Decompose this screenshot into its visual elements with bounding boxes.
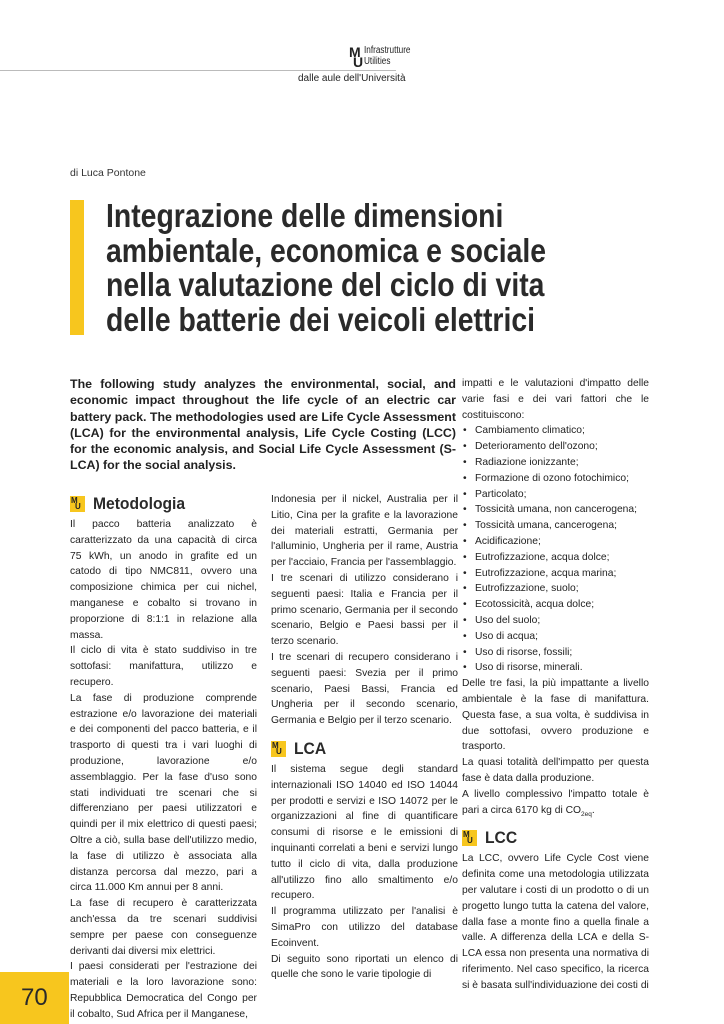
list-item: • Formazione di ozono fotochimico; (462, 471, 649, 487)
paragraph: Il pacco batteria analizzato è caratterizzato da una capacità di circa 75 kWh, un anodo in grafite ed un catodo di tipo NMC811, ovvero una composizione chimica per cui nichel, manganese e cobalto si trovano in proporzione di 8:1:1 in relazione alla massa. (70, 519, 257, 641)
header-subtitle: dalle aule dell'Università (298, 73, 406, 84)
column-3 (462, 376, 649, 993)
mu-section-icon: M U (271, 741, 286, 757)
paragraph: La fase di produzione comprende estrazione e/o lavorazione dei materiali e dei componenti del pacco batteria, e il trasporto di questi tra i vari luoghi di produzione, lavorazione e/o assemblaggio. Per la fase d'uso sono stati individuati tre scenari che si differenziano per paesi utilizzatori e quindi per il mix elettrico di questi paesi; Oltre a ciò, sulla base dell'utilizzo medio, la fase di utilizzo è associata alla distanza percorsa dal mezzo, pari a circa 11.000 Km annui per 8 anni. (70, 692, 257, 894)
title-accent-bar (70, 200, 84, 335)
list-item: • Uso di acqua; (462, 629, 649, 645)
paragraph-co2: A livello complessivo l'impatto totale è pari a circa 6170 kg di $CO_{2eq}$. (462, 788, 649, 818)
list-item: • Cambiamento climatico; (462, 423, 649, 439)
paragraph: I tre scenari di recupero considerano i seguenti paesi: Svezia per il primo scenario, Paesi Bassi, Francia ed Ungheria per il secondo scenario, Germania e Belgio per il terzo scenario. (271, 651, 458, 727)
list-item: • Uso di risorse, minerali. (462, 660, 649, 676)
list-item: • Particolato; (462, 487, 649, 503)
logo-line-1: Infrastrutture (364, 45, 411, 56)
list-item: • Uso di risorse, fossili; (462, 645, 649, 661)
paragraph: Il sistema segue degli standard internazionali ISO 14040 ed ISO 14044 per prodotti e servizi e ISO 14072 per le organizzazioni al fine di quantificare consumi di risorse e le emissioni di inquinanti correlati a beni e servizi lungo tutto il ciclo di vita, dalla produzione all'utilizzo fino allo smaltimento e/o recupero. (271, 763, 458, 902)
author-byline: di Luca Pontone (70, 167, 146, 179)
list-item: • Eutrofizzazione, acqua dolce; (462, 550, 649, 566)
list-item: • Acidificazione; (462, 534, 649, 550)
paragraph: impatti e le valutazioni d'impatto delle varie fasi e dei vari fattori che le costituiscono: (462, 378, 649, 421)
section-heading-lca: M U LCA (272, 738, 327, 758)
impact-category-list (462, 423, 649, 676)
publication-logo (349, 45, 421, 71)
page-number: 70 (21, 984, 48, 1011)
paragraph: I tre scenari di utilizzo considerano i seguenti paesi: Italia e Francia per il primo scenario, Germania per il secondo scenario, Belgio e Paesi bassi per il terzo scenario. (271, 572, 458, 648)
logo-line-2: Utilities (364, 56, 391, 67)
header-rule (0, 70, 396, 71)
mu-section-icon: M U (462, 830, 477, 846)
paragraph: Di seguito sono riportati un elenco di quelle che sono le varie tipologie di (271, 953, 458, 981)
paragraph: I paesi considerati per l'estrazione dei materiali e la loro lavorazione sono: Repubblica Democratica del Congo per il cobalto, Sud Africa per il Manganese, (70, 961, 257, 1020)
list-item: • Radiazione ionizzante; (462, 455, 649, 471)
paragraph: La quasi totalità dell'impatto per questa fase è data dalla produzione. (462, 757, 649, 784)
paragraph: Indonesia per il nickel, Australia per il Litio, Cina per la grafite e la lavorazione dei materiali estratti, Germania per l'alluminio, Ungheria per il rame, Austria per l'acciaio, Francia per l'assemblaggio. (271, 494, 458, 569)
article-title: Integrazione delle dimensioni ambientale, economica e sociale nella valutazione del ciclo di vita delle batterie dei veicoli elettrici (106, 197, 547, 338)
section-heading-lcc: M U LCC (463, 828, 518, 848)
mu-logo-icon: M U (349, 44, 364, 70)
paragraph: Il programma utilizzato per l'analisi è SimaPro con utilizzo del database Ecoinvent. (271, 906, 458, 949)
section-heading-metodologia: M U Metodologia (71, 494, 186, 513)
paragraph: La fase di recupero è caratterizzata anch'essa da tre scenari suddivisi sempre per paese con conseguenze derivanti dai diversi mix elettrici. (70, 898, 257, 957)
list-item: • Tossicità umana, non cancerogena; (462, 502, 649, 518)
list-item: • Tossicità umana, cancerogena; (462, 518, 649, 534)
column-1 (70, 494, 257, 1023)
mu-section-icon: M U (70, 496, 85, 512)
paragraph: Il ciclo di vita è stato suddiviso in tre sottofasi: manifattura, utilizzo e recupero. (70, 645, 257, 688)
list-item: • Uso del suolo; (462, 613, 649, 629)
paragraph: Delle tre fasi, la più impattante a livello ambientale è la fase di manifattura. Questa fase, a sua volta, è suddivisa in due sottofasi, ovvero produzione e trasporto. (462, 678, 649, 753)
abstract: The following study analyzes the environmental, social, and economic impact throughout the life cycle of an electric car battery pack. The methodologies used are Life Cycle Assessment (LCA) for the environmental analysis, Life Cycle Costing (LCC) for the economic analysis, and Social Life Cycle Assessment (S-LCA) for the social analysis. (70, 377, 456, 473)
list-item: • Eutrofizzazione, suolo; (462, 581, 649, 597)
logo-wordmark (364, 45, 410, 67)
list-item: • Ecotossicità, acqua dolce; (462, 597, 649, 613)
list-item: • Deterioramento dell'ozono; (462, 439, 649, 455)
column-2 (271, 492, 458, 983)
list-item: • Eutrofizzazione, acqua marina; (462, 566, 649, 582)
paragraph: La LCC, ovvero Life Cycle Cost viene definita come una metodologia utilizzata per valutare i costi di un prodotto o di un progetto lungo tutta la catena del valore, dalla fase a monte fino a quella finale a valle. A differenza della LCA e della S-LCA essa non presenta una normativa di riferimento. Nel caso specifico, la ricerca si è basata sull'individuazione dei costi di (462, 853, 649, 991)
page-number-tab (0, 972, 69, 1024)
